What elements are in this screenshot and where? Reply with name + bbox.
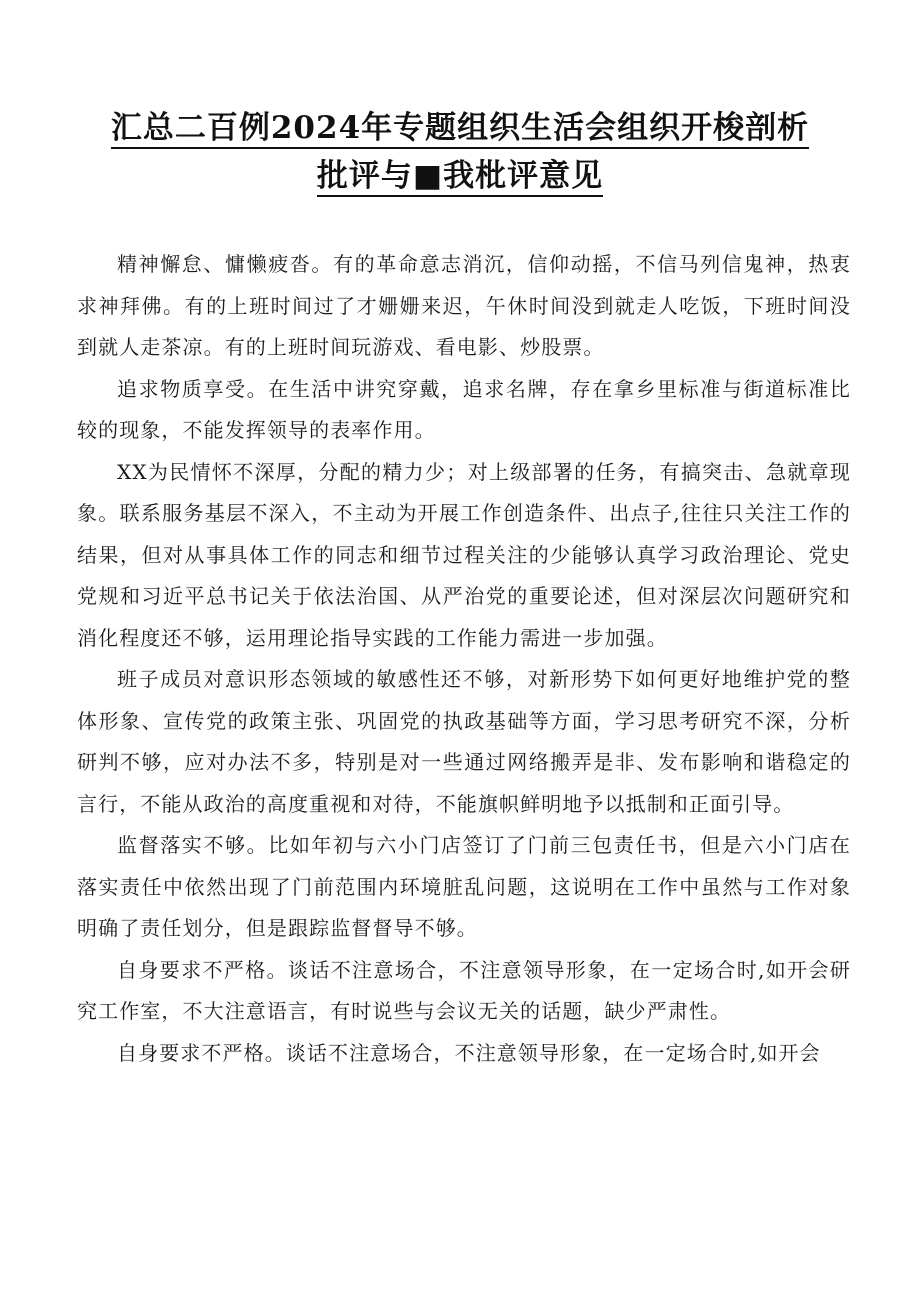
paragraph: 班子成员对意识形态领域的敏感性还不够，对新形势下如何更好地维护党的整体形象、宣传党的政策主张、巩固党的执政基础等方面，学习思考研究不深，分析研判不够，应对办法不多，特别是对一些通过网络搬弄是非、发布影响和谐稳定的言行，不能从政治的高度重视和对待，不能旗帜鲜明地予以抵制和正面引导。 xyxy=(77,667,851,816)
document-body xyxy=(77,244,851,1074)
title-line-1-text: 汇总二百例2024年专题组织生活会组织开梭剖析 xyxy=(111,110,809,149)
paragraph: 自身要求不严格。谈话不注意场合，不注意领导形象，在一定场合时,如开会 xyxy=(117,1040,821,1065)
paragraph: 追求物质享受。在生活中讲究穿戴，追求名牌，存在拿乡里标准与街道标准比较的现象，不能发挥领导的表率作用。 xyxy=(77,376,851,442)
document-title xyxy=(70,104,850,200)
paragraph: 精神懈怠、慵懒疲沓。有的革命意志消沉，信仰动摇，不信马列信鬼神，热衷求神拜佛。有的上班时间过了才姗姗来迟，午休时间没到就走人吃饭，下班时间没到就人走茶凉。有的上班时间玩游戏、看电影、炒股票。 xyxy=(77,252,851,359)
paragraph: XX为民情怀不深厚，分配的精力少；对上级部署的任务，有搞突击、急就章现象。联系服务基层不深入，不主动为开展工作创造条件、出点子,往往只关注工作的结果，但对从事具体工作的同志和细节过程关注的少能够认真学习政治理论、党史党规和习近平总书记关于依法治国、从严治党的重要论述，但对深层次问题研究和消化程度还不够，运用理论指导实践的工作能力需进一步加强。 xyxy=(77,459,851,650)
paragraph: 自身要求不严格。谈话不注意场合，不注意领导形象，在一定场合时,如开会研究工作室，不大注意语言，有时说些与会议无关的话题，缺少严肃性。 xyxy=(77,957,851,1023)
paragraph: 监督落实不够。比如年初与六小门店签订了门前三包责任书，但是六小门店在落实责任中依然出现了门前范围内环境脏乱问题，这说明在工作中虽然与工作对象明确了责任划分，但是跟踪监督督导不够。 xyxy=(77,833,851,940)
title-line-2-text: 批评与■我枇评意见 xyxy=(317,158,603,197)
title-line-2 xyxy=(70,152,850,200)
title-line-1 xyxy=(70,104,850,152)
